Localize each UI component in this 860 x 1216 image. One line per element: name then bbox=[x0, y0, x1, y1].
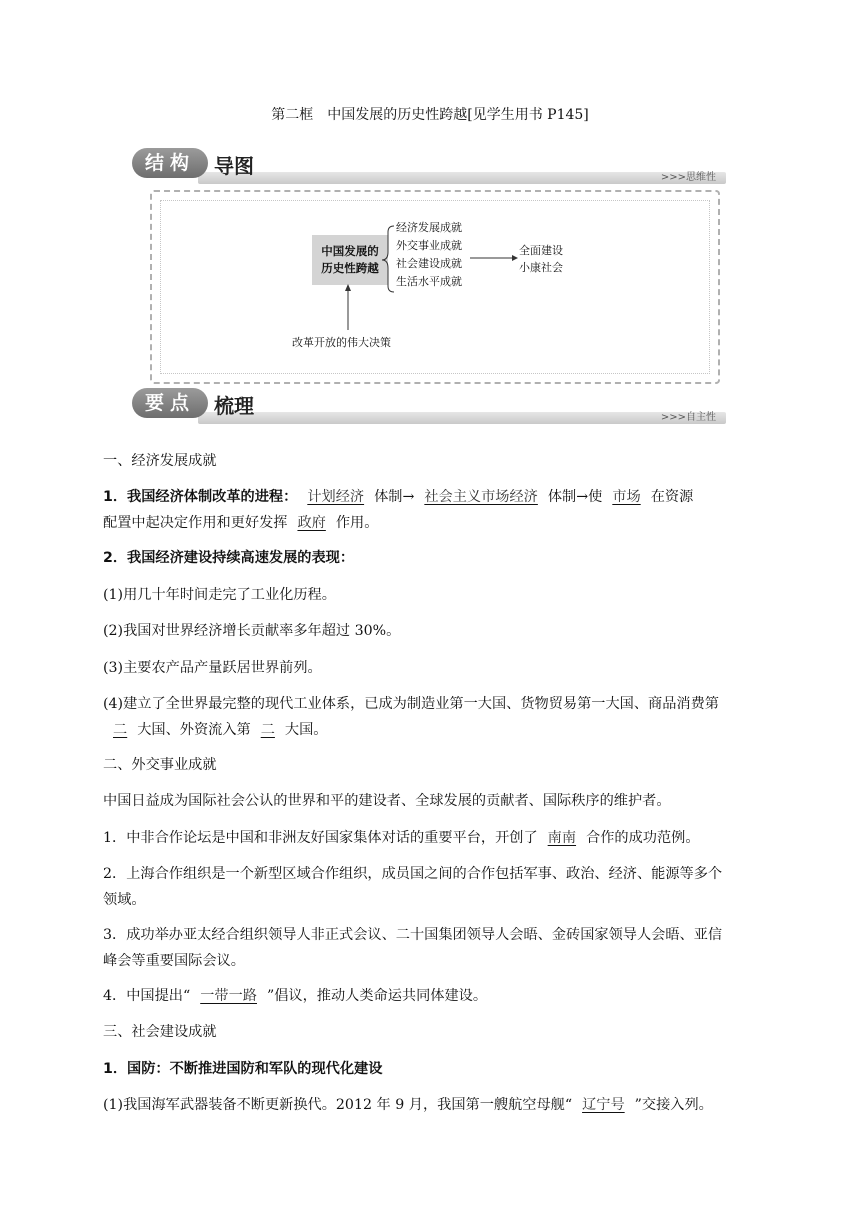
s1-item1-lead: 1．我国经济体制改革的进程： bbox=[103, 489, 298, 505]
brace-icon bbox=[382, 226, 394, 292]
blank: 二 bbox=[113, 722, 128, 738]
banner-pill: 结构 bbox=[132, 148, 208, 178]
s1-point4: (4)建立了全世界最完整的现代工业体系，已成为制造业第一大国、货物贸易第一大国、商品消费第 二 大国、外资流入第 二 大国。 bbox=[103, 691, 763, 743]
blank: 南南 bbox=[547, 830, 577, 846]
banner-strip bbox=[198, 412, 726, 424]
mindmap-connectors bbox=[0, 0, 860, 400]
banner-pill: 要点 bbox=[132, 388, 208, 418]
blank: 计划经济 bbox=[307, 489, 365, 505]
blank: 辽宁号 bbox=[582, 1097, 625, 1113]
arrow-up-head-icon bbox=[345, 284, 351, 291]
banner-tag: >>>自主性 bbox=[660, 412, 716, 423]
goal-line-1: 全面建设 bbox=[519, 244, 563, 257]
achievement-living: 生活水平成就 bbox=[396, 275, 462, 288]
s2-item2: 2．上海合作组织是一个新型区域合作组织，成员国之间的合作包括军事、政治、经济、能源等多个 领域。 bbox=[103, 866, 723, 908]
banner-tag: >>>思维性 bbox=[660, 172, 716, 183]
s2-item4: 4．中国提出“ 一带一路 ”倡议，推动人类命运共同体建设。 bbox=[103, 983, 763, 1009]
s3-point1: (1)我国海军武器装备不断更新换代。2012 年 9 月，我国第一艘航空母舰“ 辽宁号 ”交接入列。 bbox=[103, 1092, 763, 1118]
title-ref: [见学生用书 P145] bbox=[467, 107, 589, 123]
core-line-2: 历史性跨越 bbox=[321, 261, 379, 275]
banner-word: 梳理 bbox=[214, 394, 254, 418]
title-main: 第二框 中国发展的历史性跨越 bbox=[271, 107, 468, 123]
section2-heading: 二、外交事业成就 bbox=[103, 757, 217, 773]
key-points-banner bbox=[132, 388, 726, 426]
goal-line-2: 小康社会 bbox=[519, 261, 563, 274]
s2-item3: 3．成功举办亚太经合组织领导人非正式会议、二十国集团领导人会晤、金砖国家领导人会晤、亚信 峰会等重要国际会议。 bbox=[103, 927, 723, 969]
blank: 一带一路 bbox=[200, 988, 257, 1004]
achievement-social: 社会建设成就 bbox=[396, 257, 462, 270]
blank: 社会主义市场经济 bbox=[424, 489, 538, 505]
s2-item1: 1．中非合作论坛是中国和非洲友好国家集体对话的重要平台，开创了 南南 合作的成功范例。 bbox=[103, 825, 763, 851]
s1-point3: (3)主要农产品产量跃居世界前列。 bbox=[103, 660, 322, 676]
s1-item2: 2．我国经济建设持续高速发展的表现： bbox=[103, 550, 355, 566]
section1-heading: 一、经济发展成就 bbox=[103, 453, 217, 469]
s1-item1: 1．我国经济体制改革的进程： 计划经济 体制→ 社会主义市场经济 体制→使 市场 在资源 配置中起决定作用和更好发挥 政府 作用。 bbox=[103, 484, 763, 536]
blank: 二 bbox=[260, 722, 275, 738]
s1-point1: (1)用几十年时间走完了工业化历程。 bbox=[103, 587, 336, 603]
arrow-head-icon bbox=[512, 255, 518, 261]
s2-intro: 中国日益成为国际社会公认的世界和平的建设者、全球发展的贡献者、国际秩序的维护者。 bbox=[103, 793, 671, 809]
s3-item1: 1．国防：不断推进国防和军队的现代化建设 bbox=[103, 1061, 383, 1077]
achievement-economic: 经济发展成就 bbox=[396, 221, 462, 234]
blank: 市场 bbox=[612, 489, 641, 505]
core-line-1: 中国发展的 bbox=[321, 244, 379, 258]
s1-point2: (2)我国对世界经济增长贡献率多年超过 30%。 bbox=[103, 623, 401, 639]
banner-word: 导图 bbox=[214, 154, 254, 178]
section3-heading: 三、社会建设成就 bbox=[103, 1024, 217, 1040]
blank: 政府 bbox=[297, 515, 326, 531]
base-decision: 改革开放的伟大决策 bbox=[292, 336, 391, 349]
achievement-diplomatic: 外交事业成就 bbox=[396, 239, 462, 252]
